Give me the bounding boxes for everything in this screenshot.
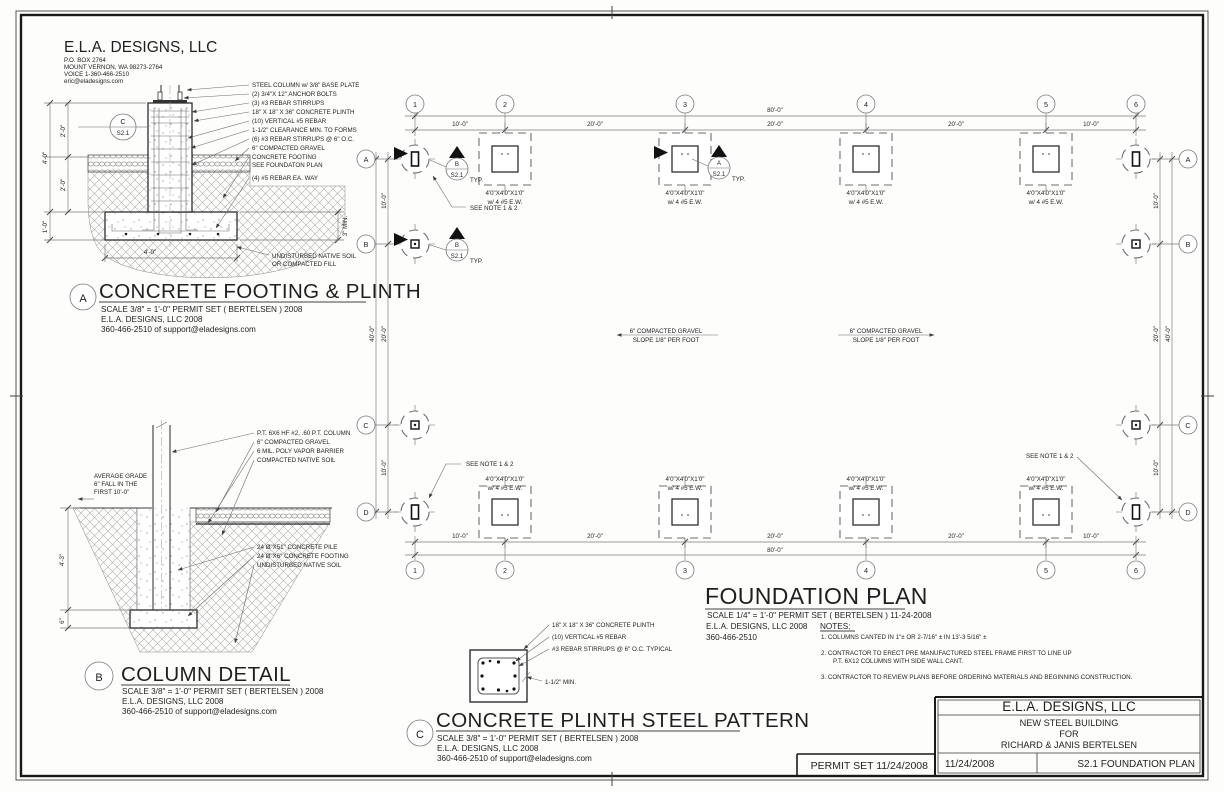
footing-rebar-label: w/ 4 #5 E.W. bbox=[1028, 485, 1064, 492]
grid-row-d-right: D bbox=[1185, 508, 1191, 517]
grade-note-3: FIRST 10'-0" bbox=[94, 489, 130, 496]
callout-gravel-b: 6" COMPACTED GRAVEL bbox=[257, 439, 330, 446]
note-2b: P.T. 6X12 COLUMNS WITH SIDE WALL CANT. bbox=[833, 658, 964, 665]
footing-size-label: 4'0"X4'0"X1'0" bbox=[665, 476, 705, 483]
detail-b-callouts bbox=[257, 430, 350, 569]
permit-set-box bbox=[797, 754, 935, 776]
gravel-note-line2: SLOPE 1/8" PER FOOT bbox=[852, 337, 920, 344]
see-note-label: SEE NOTE 1 & 2 bbox=[470, 205, 518, 212]
callout-footing-rebar: (4) #5 REBAR EA. WAY bbox=[252, 175, 319, 182]
grid-col-5-bottom: 5 bbox=[1044, 566, 1048, 575]
dim-bot-3: 20'-0" bbox=[767, 533, 783, 540]
pile-a6 bbox=[1116, 139, 1156, 179]
callout-pt-column: P.T. 6X6 HF #2, .60 P.T. COLUMN bbox=[257, 430, 351, 437]
titleblock-company: E.L.A. DESIGNS, LLC bbox=[1002, 699, 1136, 714]
callout-vertical-rebar-c: (10) VERTICAL #5 REBAR bbox=[552, 634, 627, 641]
address-line1: P.O. BOX 2764 bbox=[64, 57, 106, 64]
dim-2ft-lower: 2'-0" bbox=[60, 178, 67, 192]
detail-c-drawing bbox=[407, 622, 809, 763]
detail-c-scale: SCALE 3/8" = 1'-0" PERMIT SET ( BERTELSEN ) 2008 bbox=[437, 734, 639, 743]
dim-left-overall: 40'-0" bbox=[369, 326, 376, 342]
address-line3: VOICE 1-360-466-2510 bbox=[64, 71, 130, 78]
footing-size-label: 4'0"X4'0"X1'0" bbox=[846, 476, 886, 483]
marker-letter: A bbox=[716, 160, 722, 167]
detail-c-title: CONCRETE PLINTH STEEL PATTERN bbox=[436, 709, 810, 732]
dim-bot-1: 10'-0" bbox=[452, 533, 468, 540]
dim-3in-min: 3" MIN. bbox=[342, 215, 349, 237]
dim-right-3: 10'-0" bbox=[1153, 460, 1160, 476]
spread-footings bbox=[479, 123, 1072, 548]
dim-overall-bottom: 80'-0" bbox=[767, 547, 783, 554]
callout-stirrups-oc: (6) #3 REBAR STIRRUPS @ 6" O.C. bbox=[252, 136, 355, 143]
dim-top-1: 10'-0" bbox=[452, 121, 468, 128]
detail-c-title-block bbox=[407, 709, 809, 763]
ref-detail-letter: C bbox=[120, 117, 126, 126]
dim-1ft-footing: 1'-0" bbox=[42, 220, 49, 234]
dim-right-overall: 40'-0" bbox=[1165, 326, 1172, 342]
grade-note-2: 6" FALL IN THE bbox=[94, 481, 138, 488]
callout-compacted-fill: OR COMPACTED FILL bbox=[272, 261, 337, 268]
marker-sheet: S2.1 bbox=[450, 172, 464, 179]
footing-size-label: 4'0"X4'0"X1'0" bbox=[1026, 190, 1066, 197]
grid-col-6-top: 6 bbox=[1134, 100, 1138, 109]
dim-footing-depth: 6" bbox=[59, 618, 66, 624]
project-line2: FOR bbox=[1059, 729, 1079, 739]
grid-row-b-left: B bbox=[363, 240, 369, 249]
dim-left-3: 10'-0" bbox=[381, 460, 388, 476]
dim-overall-top: 80'-0" bbox=[767, 107, 783, 114]
callout-vapor-barrier: 6 MIL. POLY VAPOR BARRIER bbox=[257, 448, 344, 455]
dim-left-2: 20'-0" bbox=[381, 326, 388, 342]
detail-b-bubble-letter: B bbox=[95, 672, 103, 684]
detail-c-bubble-letter: C bbox=[416, 729, 424, 741]
dim-right-1: 10'-0" bbox=[1153, 193, 1160, 209]
foundation-plan bbox=[357, 95, 1197, 681]
dim-top-3: 20'-0" bbox=[767, 121, 783, 128]
detail-a-title: CONCRETE FOOTING & PLINTH bbox=[99, 280, 422, 303]
footing-size-label: 4'0"X4'0"X1'0" bbox=[665, 190, 705, 197]
footing-a4 bbox=[840, 123, 892, 195]
callout-plinth: 18" X 18" X 36" CONCRETE PLINTH bbox=[252, 109, 355, 116]
detail-a-contact: 360-466-2510 of support@eladesigns.com bbox=[101, 325, 256, 334]
dim-2ft-upper: 2'-0" bbox=[60, 124, 67, 138]
gravel-note-line1: 6" COMPACTED GRAVEL bbox=[629, 328, 703, 335]
dim-bot-2: 20'-0" bbox=[587, 533, 603, 540]
detail-c-firm: E.L.A. DESIGNS, LLC 2008 bbox=[437, 744, 539, 753]
grid-row-c-left: C bbox=[363, 421, 369, 430]
plan-firm: E.L.A. DESIGNS, LLC 2008 bbox=[706, 622, 808, 631]
footing-rebar-label: w/ 4 #5 E.W. bbox=[667, 485, 703, 492]
detail-a-drawing bbox=[42, 82, 421, 334]
grid-col-4-top: 4 bbox=[864, 100, 868, 109]
detail-b-title: COLUMN DETAIL bbox=[121, 663, 291, 686]
callout-undisturbed-b: UNDISTURBED NATIVE SOIL bbox=[257, 562, 342, 569]
detail-c-callouts bbox=[545, 622, 673, 686]
callout-see-plan: SEE FOUNDATON PLAN bbox=[252, 162, 323, 169]
grid-col-1-bottom: 1 bbox=[413, 566, 417, 575]
pile-b1 bbox=[395, 224, 435, 264]
grid-row-b-right: B bbox=[1185, 240, 1191, 249]
detail-c-contact: 360-466-2510 of support@eladesigns.com bbox=[437, 754, 592, 763]
dim-top-4: 20'-0" bbox=[948, 121, 964, 128]
pile-b6 bbox=[1116, 224, 1156, 264]
pile-footings bbox=[395, 139, 1156, 532]
plan-title-block bbox=[705, 583, 1133, 681]
address-line2: MOUNT VERNON, WA 98273-2764 bbox=[64, 64, 163, 71]
detail-b-contact: 360-466-2510 of support@eladesigns.com bbox=[122, 707, 277, 716]
plan-scale: SCALE 1/4" = 1'-0" PERMIT SET ( BERTELSEN ) 11-24-2008 bbox=[707, 611, 932, 620]
footing-a3 bbox=[659, 123, 711, 195]
sheet-header bbox=[64, 39, 217, 85]
company-name: E.L.A. DESIGNS, LLC bbox=[64, 39, 218, 56]
callout-steel-column: STEEL COLUMN w/ 3/8" BASE PLATE bbox=[252, 82, 360, 89]
detail-b-drawing bbox=[59, 420, 350, 716]
marker-sheet: S2.1 bbox=[712, 171, 726, 178]
dim-left-1: 10'-0" bbox=[381, 193, 388, 209]
detail-b-firm: E.L.A. DESIGNS, LLC 2008 bbox=[122, 697, 224, 706]
marker-letter: B bbox=[454, 242, 460, 249]
grid-col-1-top: 1 bbox=[413, 100, 417, 109]
permit-set-label: PERMIT SET 11/24/2008 bbox=[810, 760, 928, 772]
excavation-hatch bbox=[73, 508, 330, 652]
dim-footing-width: 4'-0" bbox=[143, 249, 157, 256]
marker-typ: TYP. bbox=[470, 177, 483, 184]
callout-clearance-min: 1-1/2" MIN. bbox=[545, 679, 577, 686]
footing-rebar-label: w/ 4 #5 E.W. bbox=[487, 199, 523, 206]
pile-d6 bbox=[1116, 492, 1156, 532]
marker-typ: TYP. bbox=[470, 258, 483, 265]
callout-gravel: 6" COMPACTED GRAVEL bbox=[252, 145, 325, 152]
project-line1: NEW STEEL BUILDING bbox=[1019, 718, 1119, 728]
dim-top-2: 20'-0" bbox=[587, 121, 603, 128]
grid-col-2-bottom: 2 bbox=[503, 566, 507, 575]
grid-col-3-top: 3 bbox=[683, 100, 687, 109]
marker-typ: TYP. bbox=[732, 176, 745, 183]
footing-size-label: 4'0"X4'0"X1'0" bbox=[1026, 476, 1066, 483]
detail-a-title-block bbox=[70, 280, 421, 334]
pile-c1 bbox=[395, 405, 435, 445]
dim-right-2: 20'-0" bbox=[1153, 326, 1160, 342]
detail-a-bubble-letter: A bbox=[79, 293, 87, 305]
callout-stirrups-c: #3 REBAR STIRRUPS @ 6" O.C. TYPICAL bbox=[552, 646, 673, 653]
footing-size-label: 4'0"X4'0"X1'0" bbox=[485, 476, 525, 483]
gravel-note-line2: SLOPE 1/8" PER FOOT bbox=[632, 337, 700, 344]
footing-labels bbox=[485, 190, 1065, 492]
grid-col-4-bottom: 4 bbox=[864, 566, 868, 575]
note-2a: 2. CONTRACTOR TO ERECT PRE MANUFACTURED STEEL FRAME FIRST TO LINE UP bbox=[821, 650, 1072, 657]
pile-c6 bbox=[1116, 405, 1156, 445]
see-note-label: SEE NOTE 1 & 2 bbox=[466, 461, 514, 468]
dim-bot-5: 10'-0" bbox=[1083, 533, 1099, 540]
dim-top-5: 10'-0" bbox=[1083, 121, 1099, 128]
grid-col-2-top: 2 bbox=[503, 100, 507, 109]
grid-col-5-top: 5 bbox=[1044, 100, 1048, 109]
detail-b-scale: SCALE 3/8" = 1'-0" PERMIT SET ( BERTELSEN ) 2008 bbox=[122, 687, 324, 696]
project-line3: RICHARD & JANIS BERTELSEN bbox=[1000, 740, 1138, 750]
grid-col-3-bottom: 3 bbox=[683, 566, 687, 575]
callout-top-stirrups: (3) #3 REBAR STIRRUPS bbox=[252, 100, 325, 107]
ref-sheet-number: S2.1 bbox=[116, 130, 130, 137]
footing-a2 bbox=[479, 123, 531, 195]
callout-vertical-rebar: (10) VERTICAL #5 REBAR bbox=[252, 118, 327, 125]
footing-rebar-label: w/ 4 #5 E.W. bbox=[667, 199, 703, 206]
footing-size-label: 4'0"X4'0"X1'0" bbox=[485, 190, 525, 197]
detail-b-title-block bbox=[85, 662, 324, 716]
callout-anchor-bolts: (2) 3/4"X 12" ANCHOR BOLTS bbox=[252, 91, 337, 98]
address-line4: eric@eladesigns.com bbox=[64, 78, 124, 85]
grid-row-a-right: A bbox=[1185, 155, 1191, 164]
footing-a5 bbox=[1020, 123, 1072, 195]
callout-clearance: 1-1/2" CLEARANCE MIN. TO FORMS bbox=[252, 127, 357, 134]
title-block bbox=[797, 697, 1203, 776]
dim-bot-4: 20'-0" bbox=[948, 533, 964, 540]
dim-pile-depth: 4'-3" bbox=[59, 553, 66, 567]
pile-a1 bbox=[395, 139, 435, 179]
detail-a-firm: E.L.A. DESIGNS, LLC 2008 bbox=[101, 315, 203, 324]
sheet-number-title: S2.1 FOUNDATION PLAN bbox=[1077, 759, 1195, 770]
plan-title: FOUNDATION PLAN bbox=[705, 583, 928, 609]
titleblock-date: 11/24/2008 bbox=[945, 759, 995, 770]
grid-row-c-right: C bbox=[1185, 421, 1191, 430]
grid-row-d-left: D bbox=[363, 508, 369, 517]
footing-rebar-label: w/ 4 #5 E.W. bbox=[487, 485, 523, 492]
gravel-note-line1: 6" COMPACTED GRAVEL bbox=[849, 328, 923, 335]
footing-rebar-label: w/ 4 #5 E.W. bbox=[848, 485, 884, 492]
footing-rebar-label: w/ 4 #5 E.W. bbox=[1028, 199, 1064, 206]
notes-title: NOTES: bbox=[820, 622, 851, 631]
grid-col-6-bottom: 6 bbox=[1134, 566, 1138, 575]
footing-size-label: 4'0"X4'0"X1'0" bbox=[846, 190, 886, 197]
marker-letter: B bbox=[454, 161, 460, 168]
callout-footing: CONCRETE FOOTING bbox=[252, 154, 317, 161]
detail-ref-bubble bbox=[78, 114, 147, 140]
plan-phone: 360-466-2510 bbox=[706, 633, 757, 642]
grade-note-1: AVERAGE GRADE bbox=[94, 473, 148, 480]
callout-concrete-pile: 24 Ø"X51" CONCRETE PILE bbox=[257, 544, 338, 551]
see-note-callouts bbox=[429, 176, 1122, 500]
callout-plinth-c: 18" X 18" X 36" CONCRETE PLINTH bbox=[552, 622, 655, 629]
grid-row-a-left: A bbox=[363, 155, 369, 164]
footing-rebar-label: w/ 4 #5 E.W. bbox=[848, 199, 884, 206]
note-1: 1. COLUMNS CANTED IN 1"± OR 2-7/16" ± IN 13'-3 5/16" ± bbox=[821, 634, 987, 641]
note-3: 3. CONTRACTOR TO REVIEW PLANS BEFORE ORDERING MATERIALS AND BEGINNING CONSTRUCTION. bbox=[821, 674, 1133, 681]
gravel-slope-notes bbox=[617, 328, 934, 344]
dim-4ft-total: 4'-0" bbox=[42, 151, 49, 165]
marker-sheet: S2.1 bbox=[450, 253, 464, 260]
detail-a-scale: SCALE 3/8" = 1'-0" PERMIT SET ( BERTELSEN ) 2008 bbox=[101, 305, 303, 314]
callout-concrete-footing-b: 24 Ø"X6" CONCRETE FOOTING bbox=[257, 553, 349, 560]
callout-undisturbed-soil: UNDISTURBED NATIVE SOIL bbox=[272, 253, 357, 260]
see-note-label: SEE NOTE 1 & 2 bbox=[1026, 453, 1074, 460]
callout-native-soil: COMPACTED NATIVE SOIL bbox=[257, 457, 336, 464]
